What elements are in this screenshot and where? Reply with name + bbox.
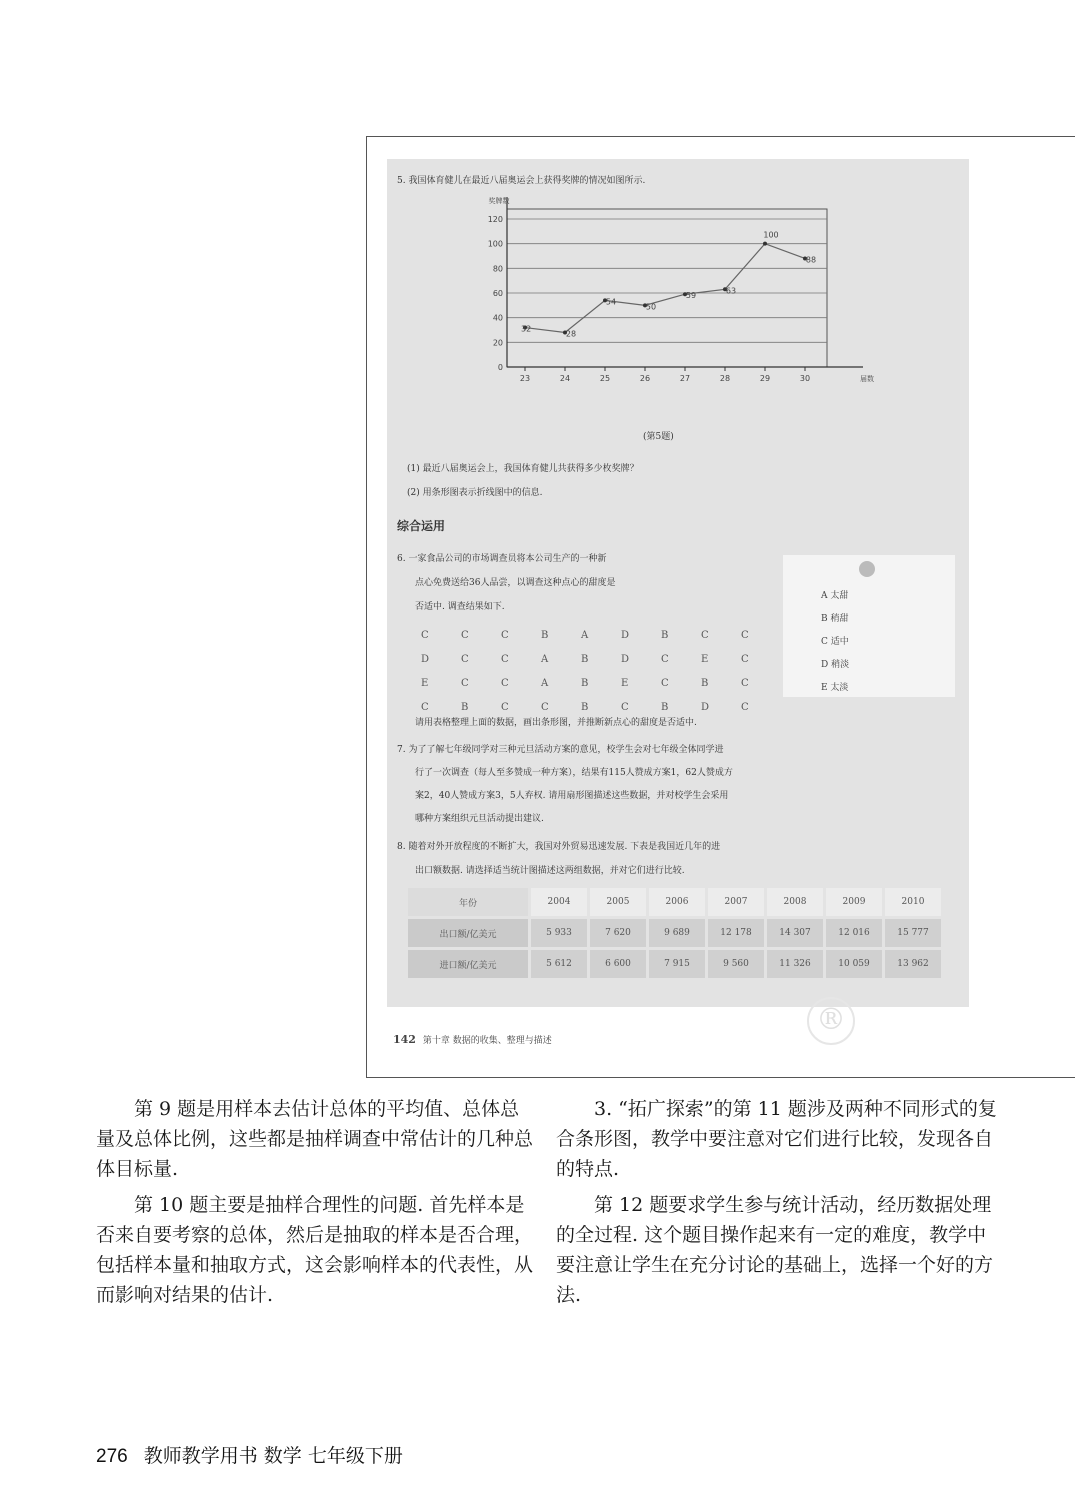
grid-cell: C bbox=[661, 653, 669, 665]
legend-item: E 太淡 bbox=[821, 683, 849, 693]
table-cell: 2009 bbox=[826, 888, 882, 916]
x-tick-label: 24 bbox=[559, 374, 571, 383]
grid-cell: C bbox=[741, 629, 749, 641]
table-cell: 9 560 bbox=[708, 950, 764, 978]
registered-watermark-icon: ® bbox=[807, 997, 855, 1045]
grid-cell: B bbox=[581, 701, 589, 713]
q8-text bbox=[397, 835, 957, 883]
grid-cell: B bbox=[581, 677, 589, 689]
table-cell: 年份 bbox=[408, 888, 528, 916]
data-label: 54 bbox=[605, 297, 617, 307]
table-cell: 5 933 bbox=[531, 919, 587, 947]
inner-chapter-title: 第十章 数据的收集、整理与描述 bbox=[422, 1036, 552, 1046]
left-column bbox=[96, 1094, 536, 1316]
y-tick-label: 100 bbox=[487, 239, 503, 249]
body-paragraph: 第 12 题要求学生参与统计活动，经历数据处理的全过程. 这个题目操作起来有一定的难度，教学中要注意让学生在充分讨论的基础上，选择一个好的方法. bbox=[556, 1194, 994, 1306]
grid-cell: C bbox=[461, 629, 469, 641]
grid-cell: B bbox=[661, 629, 669, 641]
grid-cell: A bbox=[541, 677, 549, 689]
table-row bbox=[408, 950, 941, 978]
right-column bbox=[556, 1094, 1000, 1316]
plot-frame bbox=[507, 209, 827, 367]
data-label: 59 bbox=[685, 291, 697, 301]
data-label: 88 bbox=[805, 255, 817, 265]
legend-item: D 稍淡 bbox=[821, 660, 850, 670]
legend-list bbox=[821, 585, 849, 700]
grid-cell: A bbox=[581, 629, 589, 641]
y-tick-label: 20 bbox=[492, 338, 503, 348]
table-cell: 7 915 bbox=[649, 950, 705, 978]
grid-cell: E bbox=[621, 677, 629, 689]
body-paragraph: 3. “拓广探索”的第 11 题涉及两种不同形式的复合条形图，教学中要注意对它们进行比较，发现各自的特点. bbox=[556, 1098, 997, 1180]
q8-line: 出口额数据. 请选择适当统计图描述这两组数据，并对它们进行比较. bbox=[415, 866, 685, 876]
section-heading: 综合运用 bbox=[397, 519, 446, 533]
grid-cell: D bbox=[621, 653, 630, 665]
q7-line: 7. 为了了解七年级同学对三种元旦活动方案的意见，校学生会对七年级全体同学进 bbox=[397, 745, 724, 755]
grid-cell: D bbox=[621, 629, 630, 641]
grid-cell: C bbox=[501, 701, 509, 713]
medal-line-chart bbox=[417, 195, 874, 425]
table-cell: 出口额/亿美元 bbox=[408, 919, 528, 947]
table-cell: 13 962 bbox=[885, 950, 941, 978]
y-tick-label: 40 bbox=[492, 313, 503, 323]
sweetness-legend bbox=[783, 555, 955, 697]
grid-cell: A bbox=[541, 653, 549, 665]
q7-line: 行了一次调查（每人至多赞成一种方案），结果有115人赞成方案1，62人赞成方 bbox=[415, 768, 733, 778]
grid-row bbox=[421, 671, 781, 695]
table-cell: 6 600 bbox=[590, 950, 646, 978]
q7-line: 案2，40人赞成方案3，5人弃权. 请用扇形图描述这些数据，并对校学生会采用 bbox=[415, 791, 729, 801]
table-cell: 12 016 bbox=[826, 919, 882, 947]
x-tick-label: 27 bbox=[679, 374, 691, 383]
grid-cell: B bbox=[461, 701, 469, 713]
y-tick-label: 0 bbox=[497, 363, 503, 372]
y-tick-label: 80 bbox=[492, 264, 503, 274]
grid-cell: D bbox=[701, 701, 710, 713]
grid-cell: C bbox=[741, 701, 749, 713]
grid-cell: B bbox=[661, 701, 669, 713]
q7-text bbox=[397, 739, 957, 831]
grid-cell: C bbox=[741, 653, 749, 665]
q5-subquestion-2: (2) 用条形图表示折线图中的信息. bbox=[407, 488, 543, 498]
table-cell: 2005 bbox=[590, 888, 646, 916]
table-cell: 2010 bbox=[885, 888, 941, 916]
q6-instruction: 请用表格整理上面的数据，画出条形图，并推断新点心的甜度是否适中. bbox=[415, 718, 697, 728]
inner-page-footer bbox=[393, 1033, 552, 1046]
table-row bbox=[408, 888, 941, 916]
table-cell: 15 777 bbox=[885, 919, 941, 947]
table-cell: 11 326 bbox=[767, 950, 823, 978]
q6-text bbox=[397, 547, 757, 619]
grid-cell: C bbox=[461, 677, 469, 689]
grid-cell: C bbox=[621, 701, 629, 713]
inner-page-number: 142 bbox=[393, 1033, 416, 1046]
figure-caption: (第5题) bbox=[643, 432, 674, 442]
grid-cell: C bbox=[741, 677, 749, 689]
x-axis-label: 届数 bbox=[860, 375, 874, 383]
q6-result-grid bbox=[421, 623, 781, 719]
grid-cell: B bbox=[581, 653, 589, 665]
x-tick-label: 30 bbox=[799, 374, 811, 383]
embedded-textbook-page bbox=[366, 136, 1075, 1078]
x-tick-label: 26 bbox=[639, 374, 651, 383]
q7-line: 哪种方案组织元旦活动提出建议. bbox=[415, 814, 544, 824]
grid-row bbox=[421, 647, 781, 671]
grid-cell: C bbox=[461, 653, 469, 665]
legend-item: B 稍甜 bbox=[821, 614, 849, 624]
grid-cell: C bbox=[421, 701, 429, 713]
series-line bbox=[525, 244, 805, 333]
grid-cell: C bbox=[501, 653, 509, 665]
q5-subquestion-1: (1) 最近八届奥运会上，我国体育健儿共获得多少枚奖牌？ bbox=[407, 464, 639, 474]
grid-cell: B bbox=[541, 629, 549, 641]
body-paragraph: 第 9 题是用样本去估计总体的平均值、总体总量及总体比例，这些都是抽样调查中常估计的几种总体目标量. bbox=[96, 1098, 534, 1180]
page-number: 276 bbox=[96, 1446, 128, 1467]
x-tick-label: 25 bbox=[599, 374, 611, 383]
data-label: 50 bbox=[645, 302, 657, 312]
table-cell: 7 620 bbox=[590, 919, 646, 947]
grid-cell: B bbox=[701, 677, 709, 689]
grid-cell: C bbox=[501, 629, 509, 641]
table-cell: 2004 bbox=[531, 888, 587, 916]
x-tick-label: 29 bbox=[759, 374, 771, 383]
table-cell: 5 612 bbox=[531, 950, 587, 978]
legend-item: A 太甜 bbox=[821, 591, 849, 601]
data-label: 28 bbox=[565, 329, 577, 339]
grid-cell: C bbox=[501, 677, 509, 689]
q8-line: 8. 随着对外开放程度的不断扩大，我国对外贸易迅速发展. 下表是我国近几年的进 bbox=[397, 842, 721, 852]
legend-item: C 适中 bbox=[821, 637, 849, 647]
grid-cell: E bbox=[421, 677, 429, 689]
grid-cell: C bbox=[421, 629, 429, 641]
table-cell: 2006 bbox=[649, 888, 705, 916]
y-tick-label: 60 bbox=[492, 289, 503, 298]
table-cell: 10 059 bbox=[826, 950, 882, 978]
table-cell: 14 307 bbox=[767, 919, 823, 947]
y-tick-label: 120 bbox=[487, 215, 503, 224]
q5-title: 5. 我国体育健儿在最近八届奥运会上获得奖牌的情况如图所示. bbox=[397, 176, 646, 186]
book-title: 教师教学用书 数学 七年级下册 bbox=[143, 1445, 403, 1467]
snack-icon bbox=[859, 561, 875, 577]
data-label: 100 bbox=[763, 230, 779, 240]
q6-line: 6. 一家食品公司的市场调查员将本公司生产的一种新 bbox=[397, 554, 607, 564]
body-paragraph: 第 10 题主要是抽样合理性的问题. 首先样本是否来自要考察的总体，然后是抽取的样本是否合理，包括样本量和抽取方式，这会影响样本的代表性，从而影响对结果的估计. bbox=[96, 1194, 534, 1306]
table-cell: 2008 bbox=[767, 888, 823, 916]
page-footer bbox=[96, 1441, 403, 1468]
data-label: 63 bbox=[725, 286, 737, 296]
data-point bbox=[763, 242, 767, 246]
table-cell: 12 178 bbox=[708, 919, 764, 947]
exercise-panel bbox=[387, 159, 969, 1007]
trade-data-table bbox=[405, 885, 944, 981]
y-axis-label: 奖牌数 bbox=[488, 197, 510, 205]
q6-line: 点心免费送给36人品尝，以调查这种点心的甜度是 bbox=[415, 578, 616, 588]
grid-cell: D bbox=[421, 653, 430, 665]
grid-cell: C bbox=[541, 701, 549, 713]
table-cell: 2007 bbox=[708, 888, 764, 916]
table-cell: 进口额/亿美元 bbox=[408, 950, 528, 978]
x-tick-label: 28 bbox=[719, 374, 731, 383]
q6-line: 否适中. 调查结果如下. bbox=[415, 602, 505, 612]
table-row bbox=[408, 919, 941, 947]
grid-cell: C bbox=[701, 629, 709, 641]
x-tick-label: 23 bbox=[519, 374, 531, 383]
grid-cell: C bbox=[661, 677, 669, 689]
grid-row bbox=[421, 623, 781, 647]
table-cell: 9 689 bbox=[649, 919, 705, 947]
data-label: 32 bbox=[521, 324, 532, 334]
grid-cell: E bbox=[701, 653, 709, 665]
